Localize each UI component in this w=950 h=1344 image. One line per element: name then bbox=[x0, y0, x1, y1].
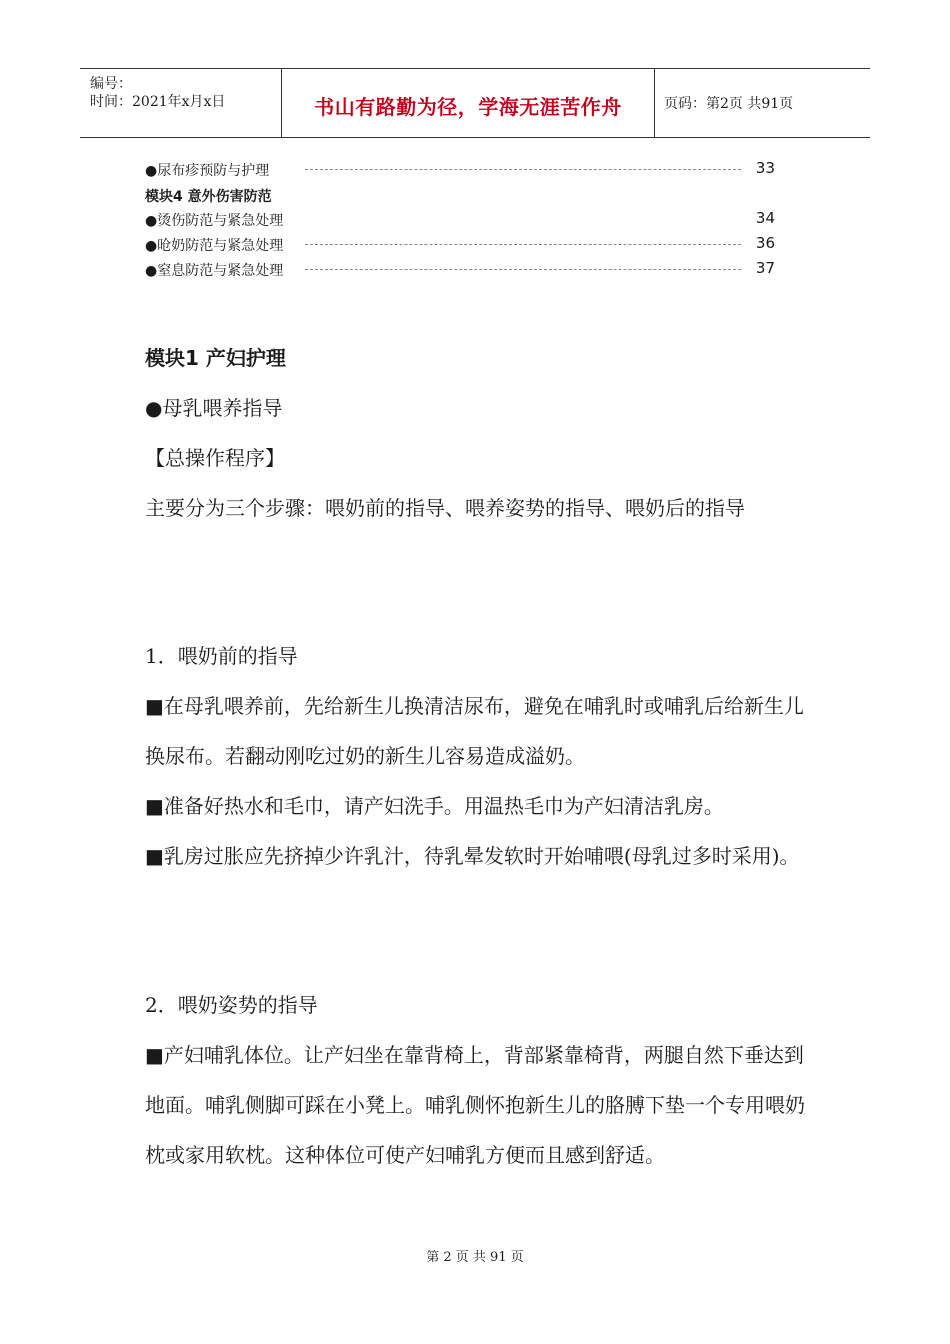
header-page-cell bbox=[654, 69, 870, 137]
toc-section-heading: 模块4 意外伤害防范 bbox=[145, 189, 272, 205]
motto: 书山有路勤为径，学海无涯苦作舟 bbox=[314, 95, 622, 119]
toc-entry-title: ●呛奶防范与紧急处理 bbox=[145, 235, 287, 255]
toc-leader bbox=[305, 269, 741, 270]
toc-entry-title: ●窒息防范与紧急处理 bbox=[145, 260, 287, 280]
toc-entry[interactable] bbox=[145, 208, 775, 230]
page-header bbox=[80, 68, 870, 138]
section-2-title: 2．喂奶姿势的指导 bbox=[145, 993, 318, 1017]
toc-entry[interactable] bbox=[145, 258, 775, 280]
section-1-paragraph-2: ■准备好热水和毛巾，请产妇洗手。用温热毛巾为产妇清洁乳房。 bbox=[145, 794, 724, 818]
intro-paragraph: 主要分为三个步骤：喂奶前的指导、喂养姿势的指导、喂奶后的指导 bbox=[145, 496, 745, 520]
section-1-title: 1．喂奶前的指导 bbox=[145, 644, 298, 668]
header-motto-cell bbox=[281, 69, 655, 137]
date-label: 时间：2021年x月x日 bbox=[90, 94, 226, 110]
toc-entry-title: ●尿布疹预防与护理 bbox=[145, 160, 273, 180]
overall-procedure-label: 【总操作程序】 bbox=[145, 446, 285, 470]
number-label: 编号： bbox=[90, 76, 132, 92]
toc-entry[interactable] bbox=[145, 233, 775, 255]
module-title: 模块1 产妇护理 bbox=[145, 346, 286, 370]
topic-heading: ●母乳喂养指导 bbox=[145, 396, 283, 420]
toc-leader bbox=[305, 169, 741, 170]
toc-entry-page: 37 bbox=[755, 259, 775, 277]
page-label: 页码：第2页 共91页 bbox=[664, 96, 794, 112]
section-1-paragraph-3: ■乳房过胀应先挤掉少许乳汁，待乳晕发软时开始哺喂(母乳过多时采用)。 bbox=[145, 844, 800, 868]
toc-entry-page: 33 bbox=[755, 159, 775, 177]
toc-entry-page: 34 bbox=[755, 209, 775, 227]
section-1-paragraph-1: ■在母乳喂养前，先给新生儿换清洁尿布，避免在哺乳时或哺乳后给新生儿换尿布。若翻动刚吃过奶的新生儿容易造成溢奶。 bbox=[145, 694, 804, 768]
header-left-cell bbox=[80, 69, 280, 137]
toc-entry[interactable] bbox=[145, 158, 775, 180]
section-2-paragraph-1: ■产妇哺乳体位。让产妇坐在靠背椅上，背部紧靠椅背，两腿自然下垂达到地面。哺乳侧脚可踩在小凳上。哺乳侧怀抱新生儿的胳膊下垫一个专用喂奶枕或家用软枕。这种体位可使产妇哺乳方便而且感到舒适。 bbox=[145, 1043, 805, 1167]
page-footer: 第 2 页 共 91 页 bbox=[426, 1250, 524, 1265]
toc-entry-title: ●烫伤防范与紧急处理 bbox=[145, 210, 287, 230]
toc-entry-page: 36 bbox=[755, 234, 775, 252]
toc-leader bbox=[305, 244, 741, 245]
